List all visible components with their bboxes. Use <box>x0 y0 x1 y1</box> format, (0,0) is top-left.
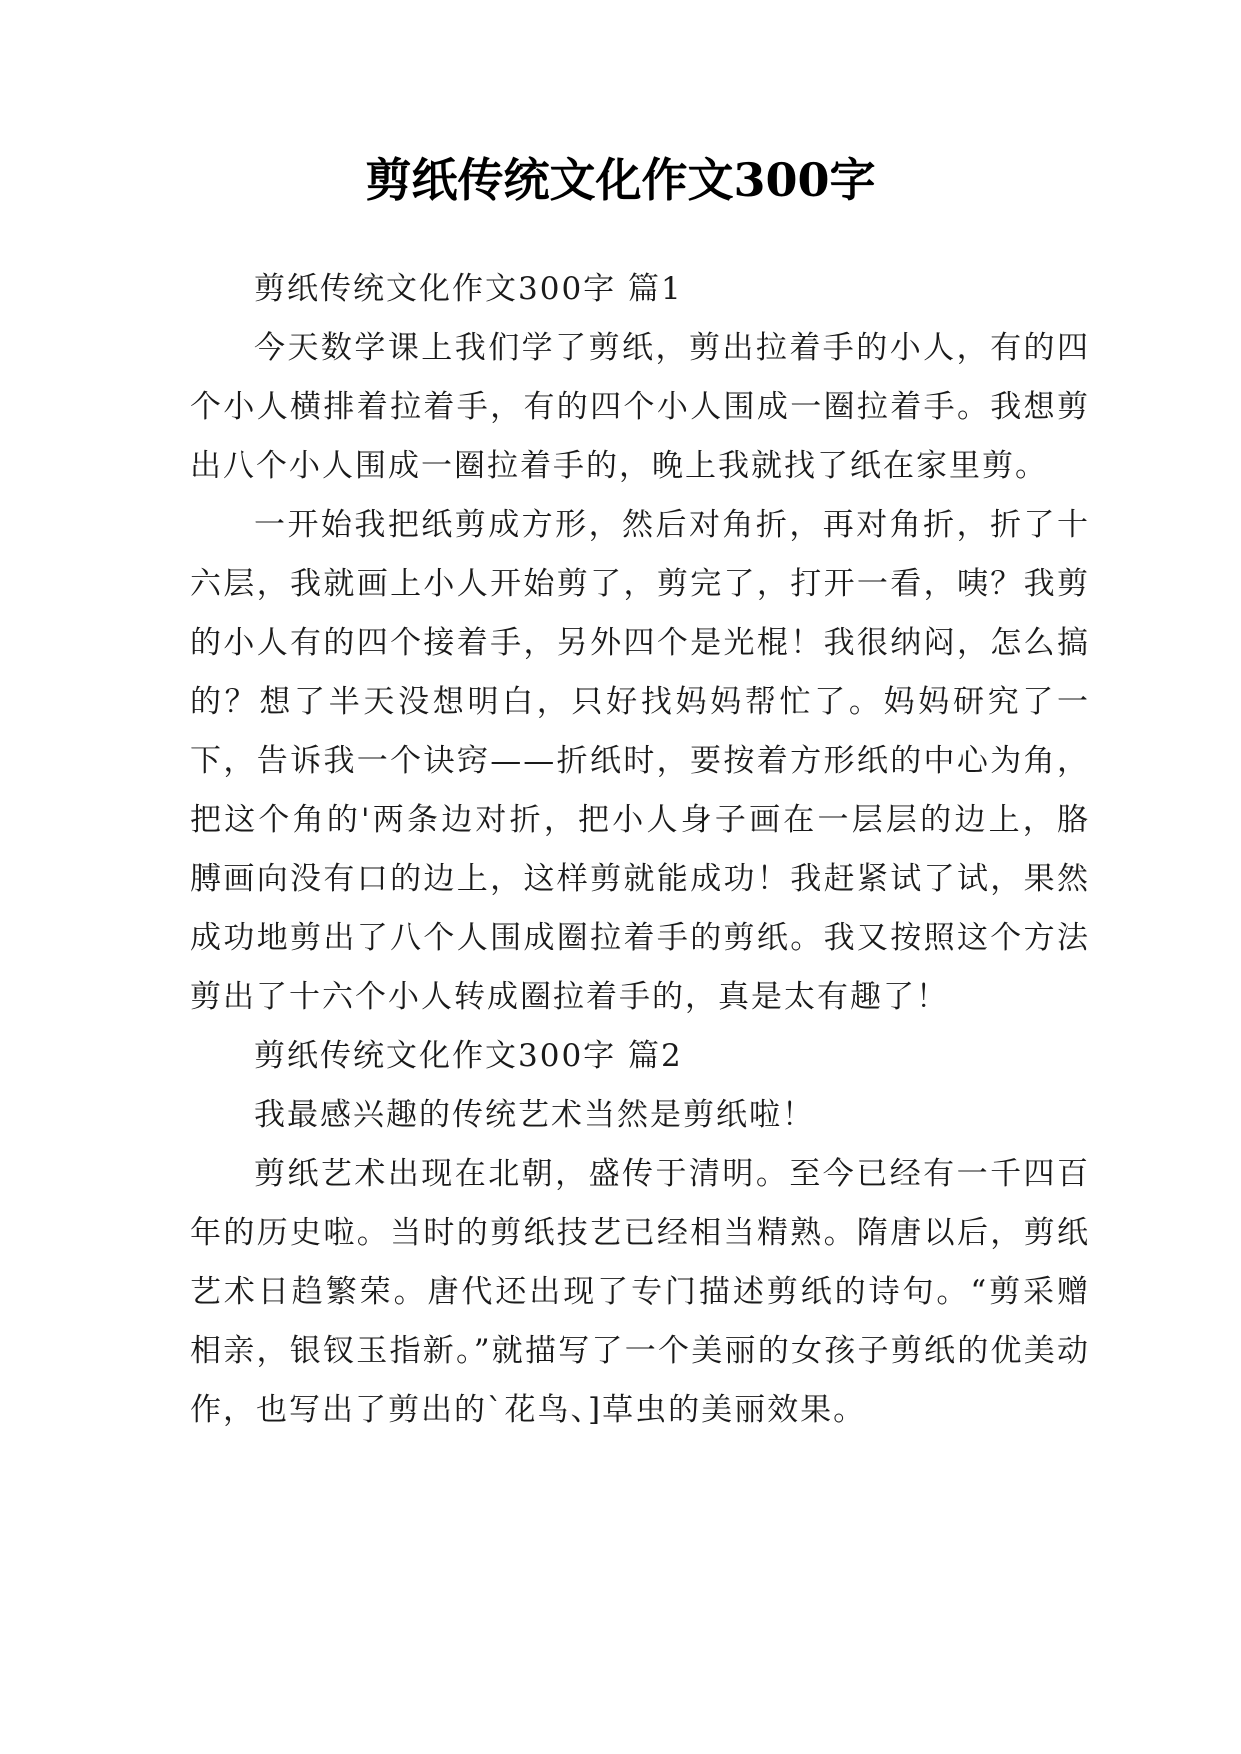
section-heading: 剪纸传统文化作文300字 篇1 <box>254 271 683 307</box>
paragraph: 剪纸艺术出现在北朝，盛传于清明。至今已经有一千四百年的历史啦。当时的剪纸技艺已经相当精熟。隋唐以后，剪纸艺术日趋繁荣。唐代还出现了专门描述剪纸的诗句。“剪采赠相亲，银钗玉指新。”就描写了一个美丽的女孩子剪纸的优美动作，也写出了剪出的`花鸟、]草虫的美丽效果。 <box>190 1156 1090 1428</box>
document-body <box>190 260 1090 1440</box>
document-title: 剪纸传统文化作文300字 <box>365 153 876 207</box>
section-heading: 剪纸传统文化作文300字 篇2 <box>254 1038 683 1074</box>
paragraph: 一开始我把纸剪成方形，然后对角折，再对角折，折了十六层，我就画上小人开始剪了，剪完了，打开一看，咦？我剪的小人有的四个接着手，另外四个是光棍！我很纳闷，怎么搞的？想了半天没想明白，只好找妈妈帮忙了。妈妈研究了一下，告诉我一个诀窍——折纸时，要按着方形纸的中心为角，把这个角的'两条边对折，把小人身子画在一层层的边上，胳膊画向没有口的边上，这样剪就能成功！我赶紧试了试，果然成功地剪出了八个人围成圈拉着手的剪纸。我又按照这个方法剪出了十六个小人转成圈拉着手的，真是太有趣了！ <box>190 507 1090 1015</box>
paragraph: 我最感兴趣的传统艺术当然是剪纸啦！ <box>254 1097 815 1133</box>
paragraph: 今天数学课上我们学了剪纸，剪出拉着手的小人，有的四个小人横排着拉着手，有的四个小人围成一圈拉着手。我想剪出八个小人围成一圈拉着手的，晚上我就找了纸在家里剪。 <box>190 330 1090 484</box>
